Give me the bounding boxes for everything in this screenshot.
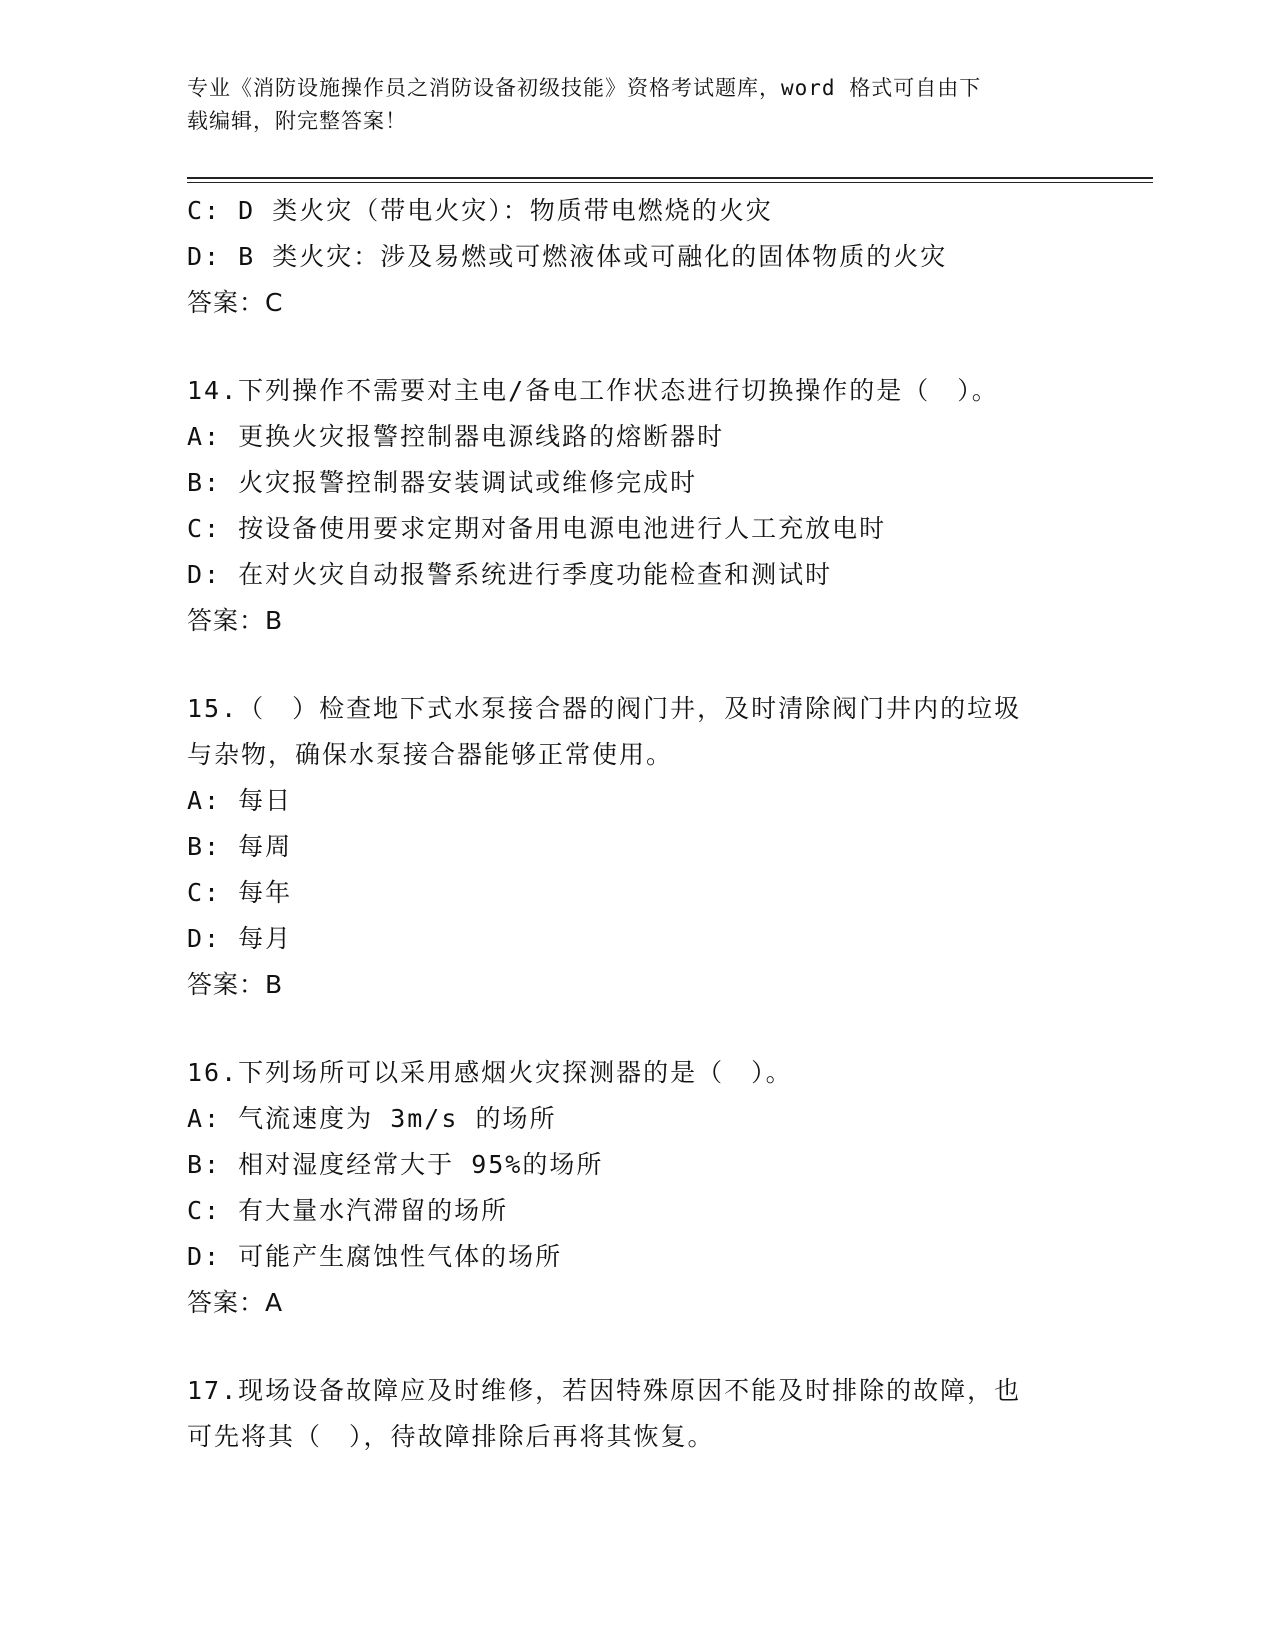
answer-line: 答案：C <box>187 288 284 317</box>
question-stem: 14.下列操作不需要对主电/备电工作状态进行切换操作的是（ ）。 <box>187 376 999 405</box>
option-d: D: 在对火灾自动报警系统进行季度功能检查和测试时 <box>187 560 833 589</box>
answer-line: 答案：A <box>187 1288 284 1317</box>
option-b: B: 每周 <box>187 832 293 861</box>
header-line-1: 专业《消防设施操作员之消防设备初级技能》资格考试题库，word 格式可自由下 <box>187 76 982 100</box>
option-c: C: 按设备使用要求定期对备用电源电池进行人工充放电时 <box>187 514 887 543</box>
option-a: A: 每日 <box>187 786 293 815</box>
option-d: D: 可能产生腐蚀性气体的场所 <box>187 1242 563 1271</box>
option-c: C: 有大量水汽滞留的场所 <box>187 1196 509 1225</box>
header-divider-thin <box>187 182 1153 183</box>
question-stem: 15.（ ）检查地下式水泵接合器的阀门井，及时清除阀门井内的垃圾 <box>187 694 1022 723</box>
header-divider <box>187 177 1153 179</box>
option-d: D: B 类火灾：涉及易燃或可燃液体或可融化的固体物质的火灾 <box>187 242 948 271</box>
question-list <box>187 188 1087 1460</box>
question-stem-continued: 与杂物，确保水泵接合器能够正常使用。 <box>187 740 674 769</box>
question-stem: 16.下列场所可以采用感烟火灾探测器的是（ ）。 <box>187 1058 793 1087</box>
option-a: A: 气流速度为 3m/s 的场所 <box>187 1104 557 1133</box>
document-header <box>187 72 1087 138</box>
question-17 <box>187 1368 1087 1460</box>
option-b: B: 火灾报警控制器安装调试或维修完成时 <box>187 468 698 497</box>
answer-line: 答案：B <box>187 606 284 635</box>
spacer <box>187 326 1087 368</box>
question-13-continued <box>187 188 1087 326</box>
question-stem-continued: 可先将其（ ），待故障排除后再将其恢复。 <box>187 1422 715 1451</box>
option-c: C: 每年 <box>187 878 293 907</box>
question-stem: 17.现场设备故障应及时维修，若因特殊原因不能及时排除的故障，也 <box>187 1376 1022 1405</box>
option-a: A: 更换火灾报警控制器电源线路的熔断器时 <box>187 422 725 451</box>
spacer <box>187 644 1087 686</box>
header-line-2: 载编辑，附完整答案！ <box>187 109 407 133</box>
question-15 <box>187 686 1087 1008</box>
option-c: C: D 类火灾（带电火灾）：物质带电燃烧的火灾 <box>187 196 773 225</box>
question-16 <box>187 1050 1087 1326</box>
spacer <box>187 1326 1087 1368</box>
option-b: B: 相对湿度经常大于 95%的场所 <box>187 1150 604 1179</box>
answer-line: 答案：B <box>187 970 284 999</box>
question-14 <box>187 368 1087 644</box>
spacer <box>187 1008 1087 1050</box>
option-d: D: 每月 <box>187 924 293 953</box>
